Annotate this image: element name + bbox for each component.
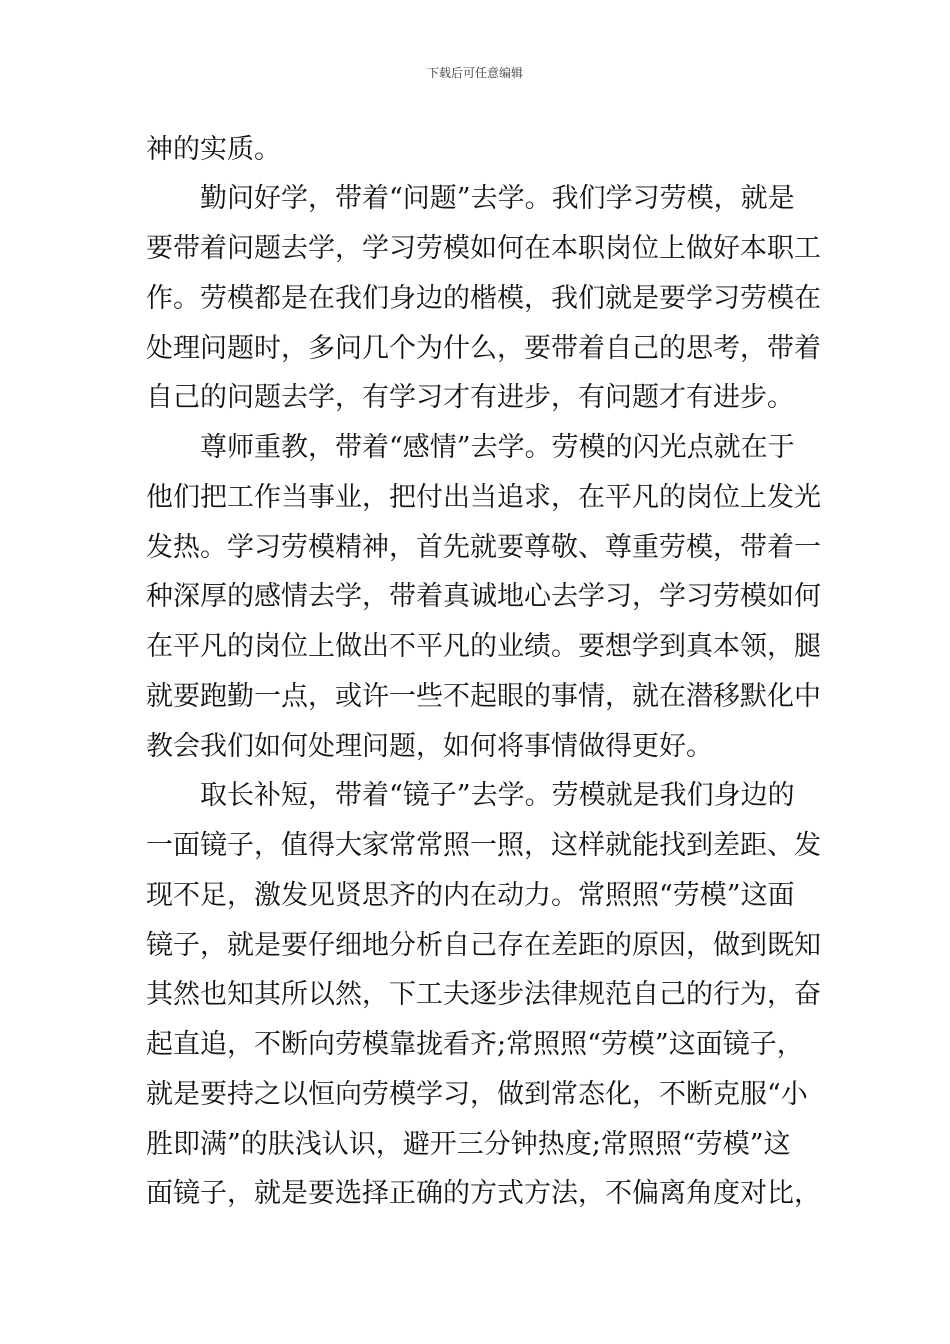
text-line: 其然也知其所以然，下工夫逐步法律规范自己的行为，奋 bbox=[146, 979, 821, 1010]
text-line: 作。劳模都是在我们身边的楷模，我们就是要学习劳模在 bbox=[146, 283, 821, 314]
text-line: 起直追，不断向劳模靠拢看齐;常照照“劳模”这面镜子， bbox=[146, 1029, 804, 1060]
text-line: 要带着问题去学，学习劳模如何在本职岗位上做好本职工 bbox=[146, 233, 821, 264]
text-line: 勤问好学，带着“问题”去学。我们学习劳模，就是 bbox=[200, 183, 795, 214]
text-line: 面镜子，就是要选择正确的方式方法，不偏离角度对比， bbox=[146, 1178, 821, 1209]
text-line: 现不足，激发见贤思齐的内在动力。常照照“劳模”这面 bbox=[146, 880, 795, 911]
text-line: 胜即满”的肤浅认识，避开三分钟热度;常照照“劳模”这 bbox=[146, 1129, 791, 1160]
page-header: 下载后可任意编辑 bbox=[426, 66, 523, 80]
text-line: 镜子，就是要仔细地分析自己存在差距的原因，做到既知 bbox=[146, 930, 821, 961]
text-line: 教会我们如何处理问题，如何将事情做得更好。 bbox=[146, 731, 713, 762]
text-line: 尊师重教，带着“感情”去学。劳模的闪光点就在于 bbox=[200, 432, 795, 463]
text-line: 在平凡的岗位上做出不平凡的业绩。要想学到真本领，腿 bbox=[146, 631, 821, 662]
text-line: 神的实质。 bbox=[146, 134, 281, 165]
text-line: 就是要持之以恒向劳模学习，做到常态化，不断克服“小 bbox=[146, 1079, 808, 1110]
text-line: 自己的问题去学，有学习才有进步，有问题才有进步。 bbox=[146, 382, 794, 413]
text-line: 处理问题时，多问几个为什么，要带着自己的思考，带着 bbox=[146, 333, 821, 364]
text-line: 发热。学习劳模精神，首先就要尊敬、尊重劳模，带着一 bbox=[146, 532, 821, 563]
text-line: 就要跑勤一点，或许一些不起眼的事情，就在潜移默化中 bbox=[146, 681, 821, 712]
text-line: 他们把工作当事业，把付出当追求，在平凡的岗位上发光 bbox=[146, 482, 821, 513]
text-line: 种深厚的感情去学，带着真诚地心去学习，学习劳模如何 bbox=[146, 581, 821, 612]
text-line: 取长补短，带着“镜子”去学。劳模就是我们身边的 bbox=[200, 780, 795, 811]
text-line: 一面镜子，值得大家常常照一照，这样就能找到差距、发 bbox=[146, 830, 821, 861]
